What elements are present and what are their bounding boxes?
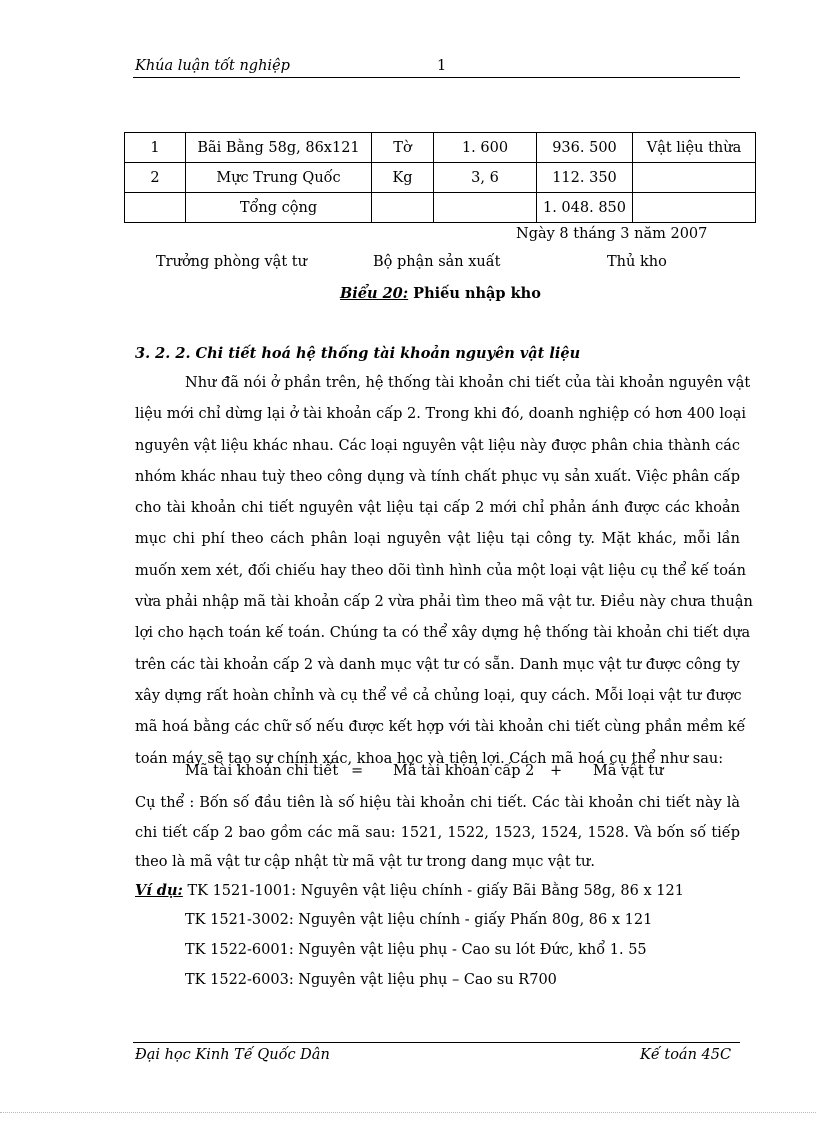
figure-caption xyxy=(340,285,541,302)
table-cell: 3, 6 xyxy=(434,163,537,193)
table-cell: 1. 600 xyxy=(434,133,537,163)
paragraph-line: muốn xem xét, đối chiếu hay theo dõi tình hình của một loại vật liệu cụ thể kế toán xyxy=(135,562,746,579)
header-divider xyxy=(133,77,740,78)
section-heading: 3. 2. 2. Chi tiết hoá hệ thống tài khoản nguyên vật liệu xyxy=(135,345,581,362)
example-item: TK 1521-1001: Nguyên vật liệu chính - giấy Bãi Bằng 58g, 86 x 121 xyxy=(187,883,684,899)
table-cell: 112. 350 xyxy=(537,163,633,193)
table-row xyxy=(125,193,756,223)
table-cell: Tờ xyxy=(372,133,434,163)
table-row xyxy=(125,163,756,193)
table-cell: 936. 500 xyxy=(537,133,633,163)
page-number: 1 xyxy=(437,58,447,74)
table-cell xyxy=(633,163,756,193)
paragraph-2 xyxy=(135,789,740,878)
table-cell xyxy=(125,193,186,223)
signature-storekeeper: Thủ kho xyxy=(607,254,667,270)
paragraph-line: cho tài khoản chi tiết nguyên vật liệu tại cấp 2 mới chỉ phản ánh được các khoản xyxy=(135,500,740,517)
table-cell: Kg xyxy=(372,163,434,193)
table-cell xyxy=(633,193,756,223)
footer-left: Đại học Kinh Tế Quốc Dân xyxy=(135,1047,330,1063)
caption-label: Biểu 20: xyxy=(340,285,409,302)
paragraph-line: xây dựng rất hoàn chỉnh và cụ thể về cả chủng loại, quy cách. Mỗi loại vật tư được xyxy=(135,687,742,704)
paragraph-line: lợi cho hạch toán kế toán. Chúng ta có thể xây dựng hệ thống tài khoản chi tiết dựa xyxy=(135,625,751,642)
example-row-1 xyxy=(135,882,684,899)
example-item: TK 1522-6003: Nguyên vật liệu phụ – Cao su R700 xyxy=(185,972,557,988)
table-cell: Mực Trung Quốc xyxy=(186,163,372,193)
date-line: Ngày 8 tháng 3 năm 2007 xyxy=(516,226,708,242)
table-cell xyxy=(434,193,537,223)
footer-right: Kế toán 45C xyxy=(640,1047,732,1063)
page-edge-dots xyxy=(0,1112,816,1113)
table-cell: Tổng cộng xyxy=(186,193,372,223)
table-cell: 2 xyxy=(125,163,186,193)
table-row xyxy=(125,133,756,163)
table-cell: Vật liệu thừa xyxy=(633,133,756,163)
stock-table xyxy=(124,132,756,223)
paragraph-line: vừa phải nhập mã tài khoản cấp 2 vừa phải tìm theo mã vật tư. Điều này chưa thuận xyxy=(135,594,753,611)
footer-divider xyxy=(133,1042,740,1043)
formula-middle: Mã tài khoản cấp 2 xyxy=(393,763,535,779)
paragraph-line: toán máy sẽ tạo sự chính xác, khoa học và tiện lợi. Cách mã hoá cụ thể như sau: xyxy=(135,750,724,767)
table-cell: 1 xyxy=(125,133,186,163)
example-label: Ví dụ: xyxy=(135,882,183,899)
formula-equals: = xyxy=(351,763,364,779)
header-title: Khúa luận tốt nghiệp xyxy=(135,58,290,74)
paragraph-1 xyxy=(135,368,753,775)
paragraph-line: liệu mới chỉ dừng lại ở tài khoản cấp 2. Trong khi đó, doanh nghiệp có hơn 400 loại xyxy=(135,406,747,423)
paragraph-line: theo là mã vật tư cập nhật từ mã vật tư trong dang mục vật tư. xyxy=(135,854,596,871)
caption-text: Phiếu nhập kho xyxy=(408,285,541,302)
formula-left: Mã tài khoản chi tiết xyxy=(185,763,339,779)
paragraph-line: mục chi phí theo cách phân loại nguyên vật liệu tại công ty. Mặt khác, mỗi lần xyxy=(135,531,740,548)
table-cell: 1. 048. 850 xyxy=(537,193,633,223)
signature-production: Bộ phận sản xuất xyxy=(373,254,501,270)
paragraph-line: Như đã nói ở phần trên, hệ thống tài khoản chi tiết của tài khoản nguyên vật xyxy=(185,375,751,391)
formula-right: Mã vật tư xyxy=(593,763,664,779)
formula-plus: + xyxy=(550,763,563,779)
example-item: TK 1521-3002: Nguyên vật liệu chính - giấy Phấn 80g, 86 x 121 xyxy=(185,912,653,928)
paragraph-line: trên các tài khoản cấp 2 và danh mục vật tư có sẵn. Danh mục vật tư được công ty xyxy=(135,656,740,673)
paragraph-line: chi tiết cấp 2 bao gồm các mã sau: 1521, 1522, 1523, 1524, 1528. Và bốn số tiếp xyxy=(135,824,740,841)
signature-warehouse-manager: Trưởng phòng vật tư xyxy=(156,254,307,270)
paragraph-line: nguyên vật liệu khác nhau. Các loại nguyên vật liệu này được phân chia thành các xyxy=(135,437,740,454)
example-item: TK 1522-6001: Nguyên vật liệu phụ - Cao su lót Đức, khổ 1. 55 xyxy=(185,942,647,958)
paragraph-line: nhóm khác nhau tuỳ theo công dụng và tính chất phục vụ sản xuất. Việc phân cấp xyxy=(135,468,740,485)
paragraph-line: mã hoá bằng các chữ số nếu được kết hợp với tài khoản chi tiết cùng phần mềm kế xyxy=(135,719,746,736)
table-cell: Bãi Bằng 58g, 86x121 xyxy=(186,133,372,163)
paragraph-line: Cụ thể : Bốn số đầu tiên là số hiệu tài khoản chi tiết. Các tài khoản chi tiết này là xyxy=(135,795,740,811)
table-cell xyxy=(372,193,434,223)
